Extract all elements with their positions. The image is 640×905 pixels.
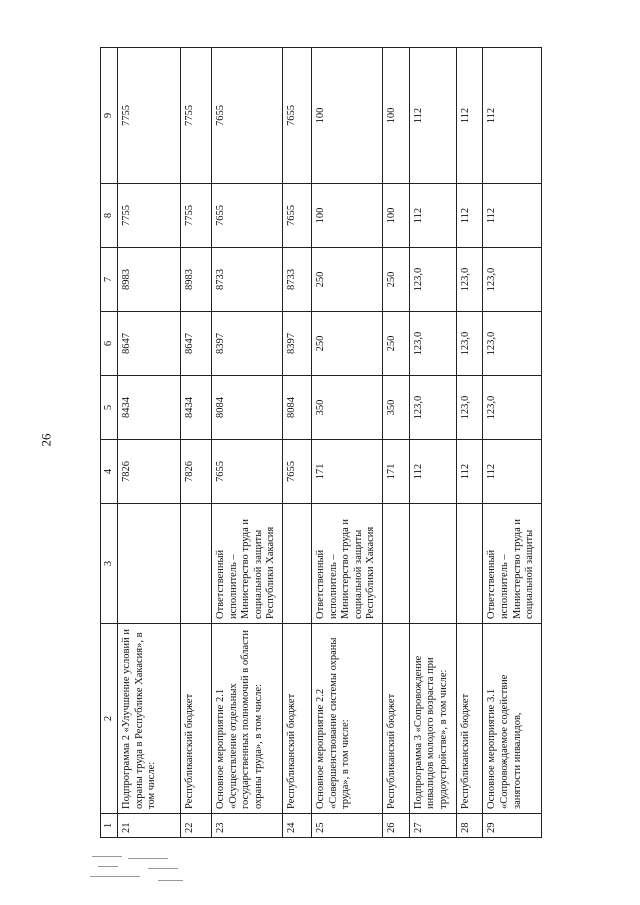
value-col9: 112	[456, 48, 483, 184]
row-number: 21	[118, 814, 181, 838]
header-cell: 8	[101, 184, 118, 248]
value-col8: 100	[383, 184, 410, 248]
value-col4: 112	[409, 440, 456, 504]
row-number: 26	[383, 814, 410, 838]
value-col4: 112	[483, 440, 542, 504]
value-col7: 8983	[181, 248, 212, 312]
row-executor: Ответственный исполнитель – Министерство труда и социальной защиты	[483, 504, 542, 624]
value-col9: 7655	[211, 48, 282, 184]
row-name: Подпрограмма 3 «Сопровождение инвалидов молодого возраста при трудоустройстве», в том числе:	[409, 624, 456, 814]
value-col8: 7655	[283, 184, 312, 248]
value-col5: 8084	[211, 376, 282, 440]
value-col6: 8647	[118, 312, 181, 376]
value-col8: 112	[483, 184, 542, 248]
table-row	[483, 48, 542, 838]
row-executor	[283, 504, 312, 624]
value-col4: 7826	[118, 440, 181, 504]
value-col4: 7826	[181, 440, 212, 504]
value-col9: 112	[409, 48, 456, 184]
rotated-table-frame	[100, 48, 542, 838]
value-col8: 7755	[181, 184, 212, 248]
row-executor	[181, 504, 212, 624]
value-col5: 123,0	[456, 376, 483, 440]
value-col9: 100	[311, 48, 382, 184]
table-body	[118, 48, 542, 838]
row-executor: Ответственный исполнитель – Министерство труда и социальной защиты Республики Хакасия	[211, 504, 282, 624]
value-col5: 8434	[181, 376, 212, 440]
row-name: Республиканский бюджет	[181, 624, 212, 814]
row-executor	[409, 504, 456, 624]
value-col4: 171	[311, 440, 382, 504]
table-row	[283, 48, 312, 838]
value-col8: 100	[311, 184, 382, 248]
row-name: Подпрограмма 2 «Улучшение условий и охраны труда в Республике Хакасия», в том числе:	[118, 624, 181, 814]
value-col8: 7655	[211, 184, 282, 248]
value-col9: 112	[483, 48, 542, 184]
value-col6: 250	[383, 312, 410, 376]
table-row	[181, 48, 212, 838]
header-cell: 2	[101, 624, 118, 814]
row-executor	[383, 504, 410, 624]
value-col8: 7755	[118, 184, 181, 248]
row-number: 24	[283, 814, 312, 838]
row-executor: Ответственный исполнитель – Министерство труда и социальной защиты Республики Хакасия	[311, 504, 382, 624]
row-name: Основное мероприятие 2.2 «Совершенствование системы охраны труда», в том числе:	[311, 624, 382, 814]
row-executor	[118, 504, 181, 624]
value-col5: 123,0	[483, 376, 542, 440]
value-col6: 8397	[211, 312, 282, 376]
budget-table-wrapper	[100, 48, 542, 838]
row-name: Основное мероприятие 2.1 «Осуществление отдельных государственных полномочий в области охраны труда», в том числе:	[211, 624, 282, 814]
table-row	[311, 48, 382, 838]
row-name: Основное мероприятие 3.1 «Сопровождаемое содействие занятости инвалидов,	[483, 624, 542, 814]
value-col4: 7655	[283, 440, 312, 504]
value-col9: 7755	[181, 48, 212, 184]
row-name: Республиканский бюджет	[283, 624, 312, 814]
row-number: 27	[409, 814, 456, 838]
row-number: 29	[483, 814, 542, 838]
table-row	[456, 48, 483, 838]
header-cell: 3	[101, 504, 118, 624]
value-col6: 250	[311, 312, 382, 376]
table-header-row	[101, 48, 118, 838]
value-col7: 123,0	[456, 248, 483, 312]
row-name: Республиканский бюджет	[456, 624, 483, 814]
value-col5: 350	[311, 376, 382, 440]
value-col5: 8084	[283, 376, 312, 440]
header-cell: 6	[101, 312, 118, 376]
value-col9: 7655	[283, 48, 312, 184]
row-name: Республиканский бюджет	[383, 624, 410, 814]
row-number: 28	[456, 814, 483, 838]
value-col7: 8983	[118, 248, 181, 312]
value-col7: 123,0	[409, 248, 456, 312]
value-col4: 112	[456, 440, 483, 504]
value-col9: 7755	[118, 48, 181, 184]
scan-noise	[88, 852, 198, 888]
value-col6: 123,0	[483, 312, 542, 376]
value-col5: 350	[383, 376, 410, 440]
header-cell: 4	[101, 440, 118, 504]
row-number: 23	[211, 814, 282, 838]
table-row	[211, 48, 282, 838]
row-number: 22	[181, 814, 212, 838]
value-col8: 112	[409, 184, 456, 248]
value-col6: 123,0	[409, 312, 456, 376]
value-col5: 8434	[118, 376, 181, 440]
value-col8: 112	[456, 184, 483, 248]
value-col6: 8397	[283, 312, 312, 376]
row-number: 25	[311, 814, 382, 838]
header-cell: 1	[101, 814, 118, 838]
header-cell: 9	[101, 48, 118, 184]
row-executor	[456, 504, 483, 624]
table-row	[409, 48, 456, 838]
table-row	[118, 48, 181, 838]
value-col4: 171	[383, 440, 410, 504]
value-col6: 123,0	[456, 312, 483, 376]
header-cell: 7	[101, 248, 118, 312]
value-col4: 7655	[211, 440, 282, 504]
header-cell: 5	[101, 376, 118, 440]
table-row	[383, 48, 410, 838]
page-number: 26	[38, 433, 54, 447]
budget-table	[100, 47, 542, 838]
value-col7: 250	[383, 248, 410, 312]
value-col7: 250	[311, 248, 382, 312]
value-col7: 8733	[283, 248, 312, 312]
value-col7: 123,0	[483, 248, 542, 312]
value-col6: 8647	[181, 312, 212, 376]
value-col5: 123,0	[409, 376, 456, 440]
value-col9: 100	[383, 48, 410, 184]
value-col7: 8733	[211, 248, 282, 312]
